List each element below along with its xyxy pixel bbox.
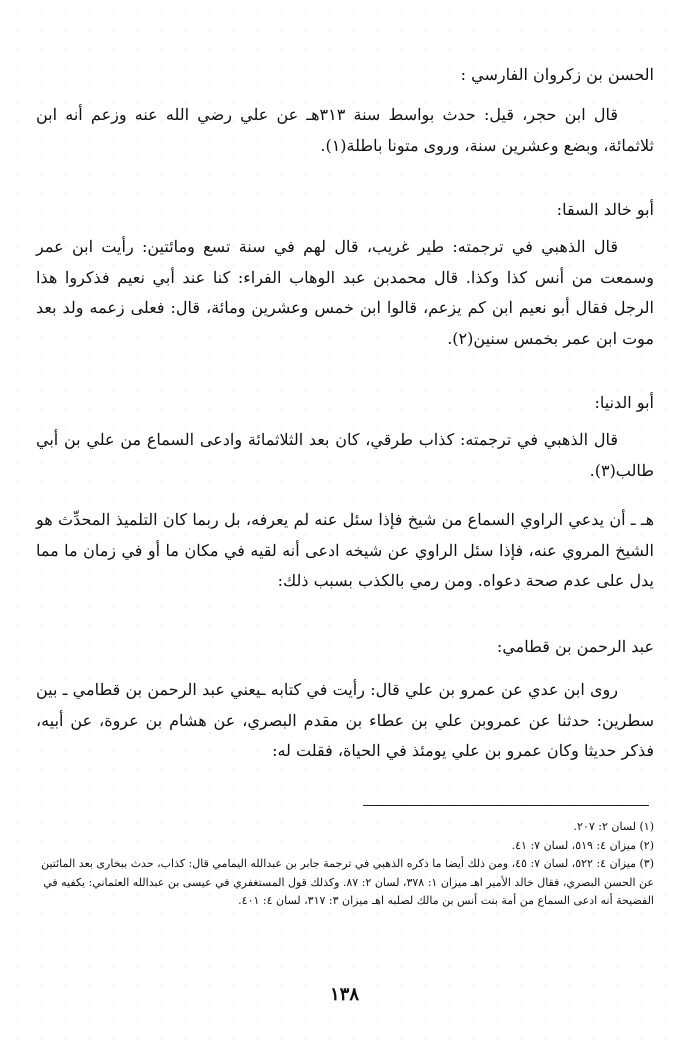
section-heading: الحسن بن زكروان الفارسي :: [460, 65, 654, 84]
body-paragraph: قال الذهبي في ترجمته: طير غريب، قال لهم في سنة تسع ومائتين: رأيت ابن عمر وسمعت من أنس كذا وكذا. قال محمدبن عبد الوهاب الفراء: كنا عند أبي نعيم فذكروا هذا الرجل فقال أبو نعيم ابن كم يزعم، قالوا ابن خمس وعشرين ومائة، قال: فعلى زعمه ولد بعد موت ابن عمر بخمس سنين(٢).: [36, 237, 654, 348]
section-heading: عبد الرحمن بن قطامي:: [496, 637, 654, 656]
body-paragraph: قال الذهبي في ترجمته: كذاب طرقي، كان بعد الثلاثمائة وادعى السماع من علي بن أبي طالب(٣).: [36, 430, 654, 480]
section-heading: أبو خالد السقا:: [556, 200, 654, 219]
body-paragraph: روى ابن عدي عن عمرو بن علي قال: رأيت في كتابه ـيعني عبد الرحمن بن قطامي ـ بين سطرين: حدثنا عن عمروبن علي بن عطاء بن مقدم البصري، عن هشام بن عروة، عن أبيه، فذكر حديثا وكان عمرو بن علي يومئذ في الحياة، فقلت له:: [36, 680, 654, 760]
footnote: (٢) ميزان ٤: ٥١٩، لسان ٧: ٤١.: [511, 838, 654, 852]
body-paragraph: قال ابن حجر، قيل: حدث بواسط سنة ٣١٣هـ عن علي رضي الله عنه وزعم أنه ابن ثلاثمائة، وبضع وعشرين سنة، وروى متونا باطلة(١).: [36, 105, 654, 155]
footnotes: [36, 818, 654, 911]
footnote: (٣) ميزان ٤: ٥٢٢، لسان ٧: ٤٥، ومن ذلك أيضا ما ذكره الذهبي في ترجمة جابر بن عبدالله اليمامي قال: كذاب، حدث ببخارى بعد المائتين عن الحسن البصري، فقال خالد الأمير اهـ ميزان ١: ٣٧٨، لسان ٢: ٨٧. وكذلك قول المستغفري في عيسى بن عبدالله العثماني: يكفيه في الفضيحة أنه ادعى السماع من أمة بنت أنس بن مالك لصلبه اهـ ميزان ٣: ٣١٧، لسان ٤: ٤٠١.: [41, 857, 654, 907]
footnote: (١) لسان ٢: ٢٠٧.: [573, 820, 654, 833]
footnote-divider: [363, 805, 649, 806]
page-number: ١٣٨: [329, 984, 359, 1005]
body-paragraph: هـ ـ أن يدعي الراوي السماع من شيخ فإذا سئل عنه لم يعرفه، بل ربما كان التلميذ المحدِّث هو الشيخ المروي عنه، فإذا سئل الراوي عن شيخه ادعى أنه لقيه في مكان ما أو في زمان ما مما يدل على عدم صحة دعواه. ومن رمي بالكذب بسبب ذلك:: [36, 510, 654, 590]
section-heading: أبو الدنيا:: [594, 393, 654, 412]
